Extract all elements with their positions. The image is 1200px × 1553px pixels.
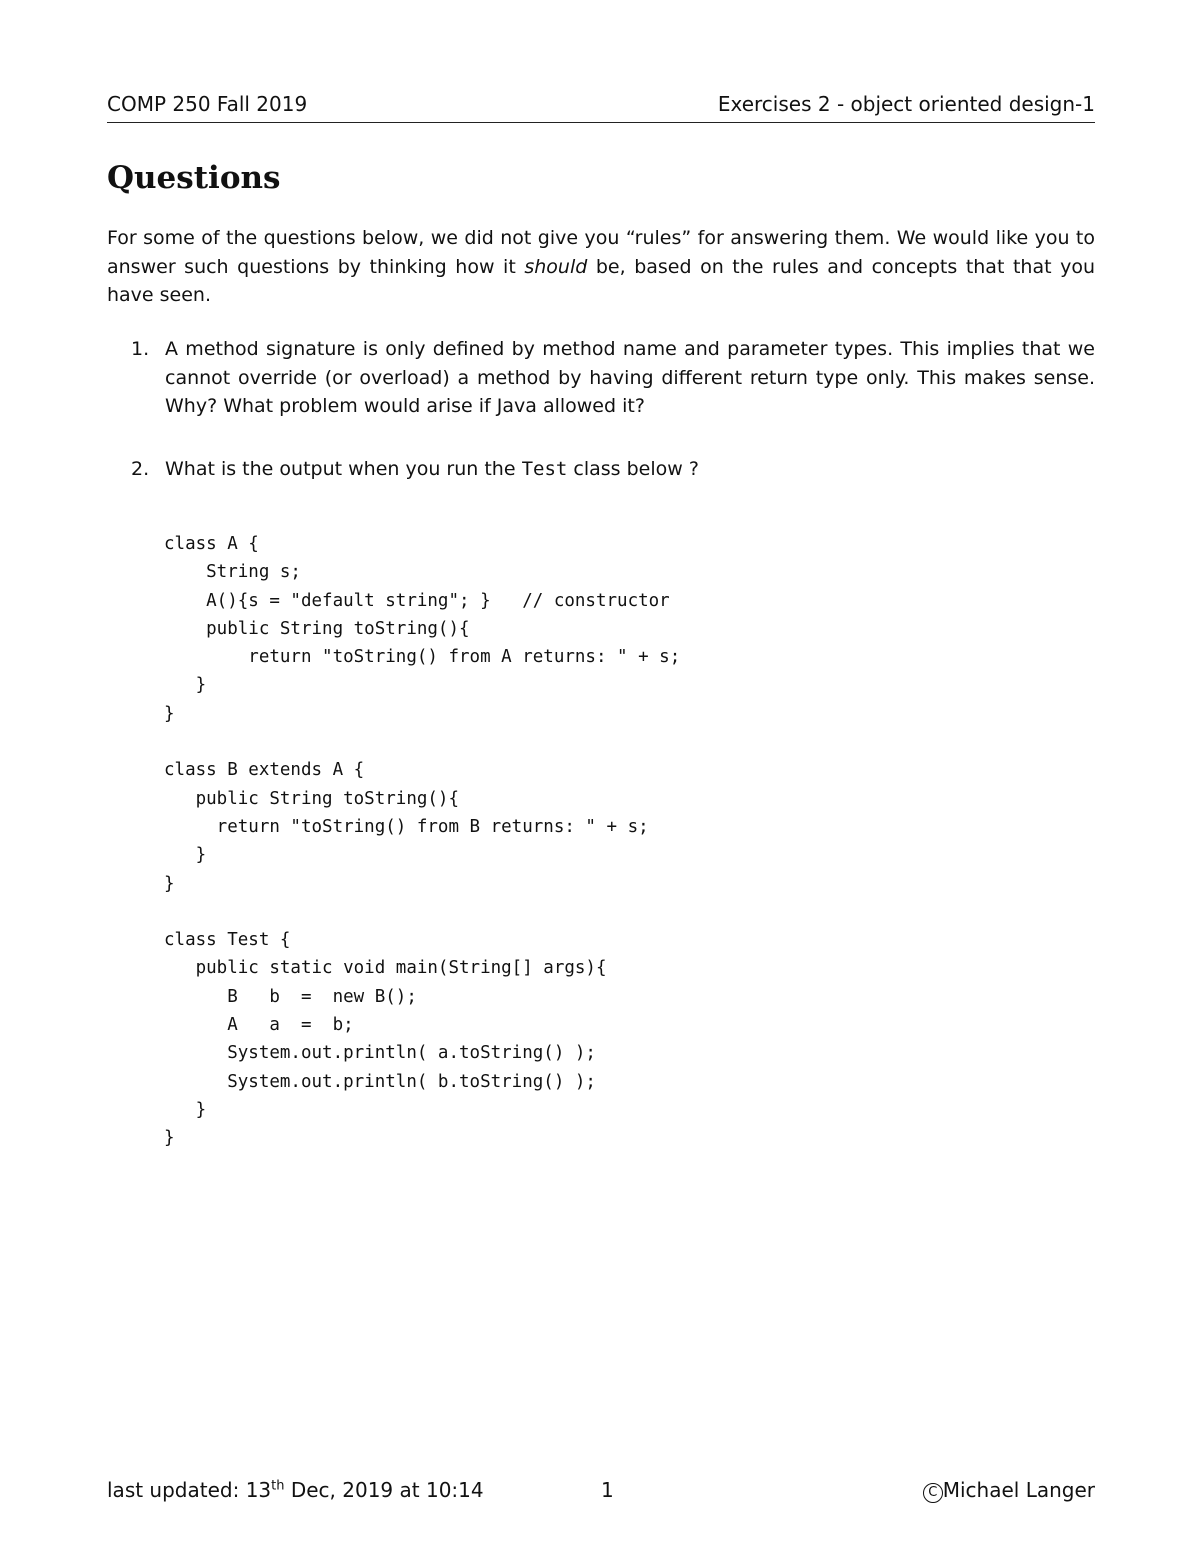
course-label: COMP 250 Fall 2019	[107, 92, 308, 116]
question-2-text	[165, 455, 1095, 484]
question-2-code-word: Test	[521, 458, 568, 480]
question-1	[107, 335, 1095, 421]
question-1-text: A method signature is only defined by method name and parameter types. This implies that we cannot override (or overload) a method by having different return type only. This makes sense. Why? What problem would arise if Java allowed it?	[165, 338, 1095, 417]
question-1-number: 1.	[131, 338, 150, 360]
copyright-icon: C	[923, 1483, 943, 1503]
author-name: Michael Langer	[942, 1478, 1095, 1502]
page-number: 1	[601, 1478, 614, 1502]
page-footer	[107, 1478, 1095, 1508]
question-2	[107, 455, 1095, 484]
question-2-text-after: class below ?	[567, 458, 699, 480]
intro-emphasis: should	[524, 255, 588, 278]
code-listing: class A { String s; A(){s = "default string"; } // constructor public String toString(){ return "toString() from A returns: " + s; } } class B extends A { public String toString(){ return "toString() from B returns: " + s; } } class Test { public static void main(String[] args){ B b = new B(); A a = b; System.out.println( a.toString() ); System.out.println( b.toString() ); } }	[164, 534, 681, 1149]
section-title: Questions	[107, 160, 281, 196]
last-updated	[107, 1478, 484, 1502]
copyright	[923, 1478, 1095, 1503]
last-updated-ordinal: th	[271, 1478, 285, 1494]
question-2-number: 2.	[131, 458, 150, 480]
last-updated-prefix: last updated: 13	[107, 1478, 272, 1502]
intro-paragraph	[107, 224, 1095, 310]
page-header	[107, 92, 1095, 123]
intro-text-before: For some of the questions below, we did not give you “rules” for answering them. We would like you to answer such questions by thinking how it	[107, 227, 1095, 278]
intro-text-after: be, based on the rules and concepts that that you have seen.	[107, 255, 1095, 306]
exercise-topic: Exercises 2 - object oriented design-1	[717, 92, 1095, 116]
last-updated-suffix: Dec, 2019 at 10:14	[284, 1478, 484, 1502]
question-2-text-before: What is the output when you run the	[165, 458, 522, 480]
